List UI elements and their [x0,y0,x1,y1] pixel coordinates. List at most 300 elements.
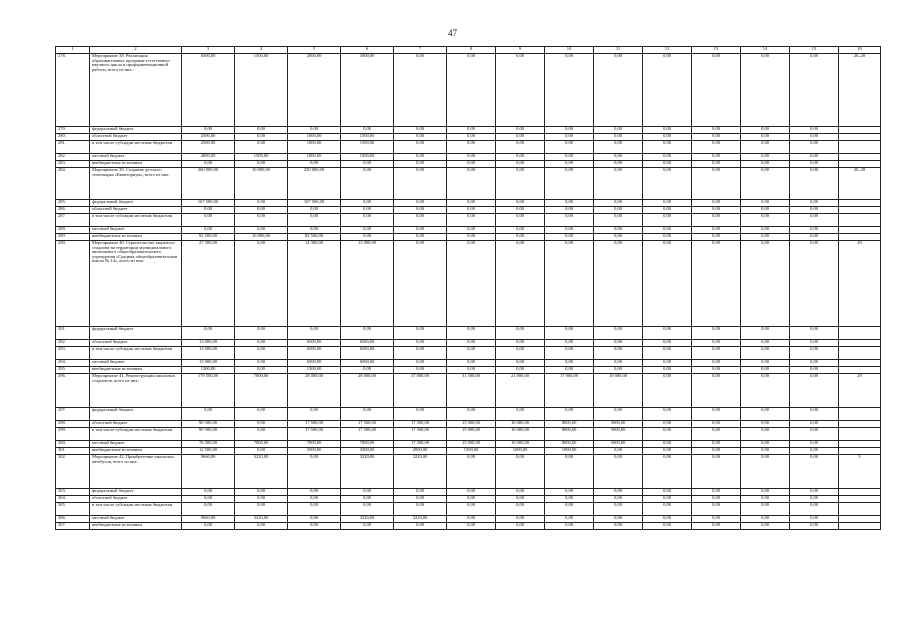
value-cell: 0,00 [790,408,839,421]
value-cell: 0,00 [741,161,790,168]
value-cell: 0,00 [790,161,839,168]
value-cell: 0,00 [643,327,692,340]
value-cell: 0,00 [496,360,545,367]
table-row [56,161,881,168]
value-cell: 0,00 [741,347,790,360]
value-cell: 0,00 [643,421,692,428]
value-cell: 0,00 [341,367,394,374]
value-cell: 0,00 [594,241,643,327]
indicator-ref [839,340,881,347]
row-number: 290. [56,241,90,327]
value-cell: 0,00 [692,516,741,523]
value-cell: 15 000,00 [447,421,496,428]
value-cell: 0,00 [235,421,288,428]
value-cell: 6500,00 [341,360,394,367]
value-cell: 0,00 [447,503,496,516]
value-cell: 0,00 [643,168,692,200]
row-name: Мероприятие 38. Реализация образовательных программ естественно-научного цикла и профориентационной работы, всего из них: [90,54,182,127]
indicator-ref [839,489,881,496]
value-cell: 0,00 [545,200,594,207]
row-name: внебюджетные источники [90,234,182,241]
value-cell: 0,00 [496,227,545,234]
value-cell: 92 500,00 [182,234,235,241]
value-cell: 0,00 [447,127,496,134]
value-cell: 0,00 [790,134,839,141]
indicator-ref [839,516,881,523]
value-cell: 1500,00 [235,54,288,127]
value-cell: 0,00 [341,207,394,214]
value-cell: 0,00 [692,428,741,441]
indicator-ref [839,161,881,168]
value-cell: 0,00 [545,127,594,134]
row-name: Мероприятие 42. Приобретение школьных автобусов, всего из них: [90,455,182,489]
value-cell: 0,00 [790,441,839,448]
row-name: федеральный бюджет [90,327,182,340]
value-cell: 0,00 [692,234,741,241]
value-cell: 1500,00 [341,134,394,141]
value-cell: 0,00 [692,154,741,161]
value-cell: 1300,00 [182,367,235,374]
value-cell: 10 000,00 [496,441,545,448]
value-cell: 7000,00 [288,441,341,448]
value-cell: 3220,00 [341,455,394,489]
column-header: 6 [341,47,394,54]
value-cell: 0,00 [545,496,594,503]
value-cell: 0,00 [790,367,839,374]
value-cell: 0,00 [341,408,394,421]
row-number: 300. [56,441,90,448]
value-cell: 0,00 [692,241,741,327]
row-name: местный бюджет [90,360,182,367]
value-cell: 0,00 [496,516,545,523]
value-cell: 2000,00 [288,54,341,127]
row-number: 302. [56,455,90,489]
indicator-ref [839,200,881,207]
value-cell: 0,00 [790,168,839,200]
value-cell: 0,00 [288,503,341,516]
value-cell: 0,00 [790,428,839,441]
value-cell: 0,00 [496,127,545,134]
value-cell: 7000,00 [235,441,288,448]
value-cell: 0,00 [341,214,394,227]
value-cell: 0,00 [545,516,594,523]
value-cell: 0,00 [496,523,545,530]
value-cell: 0,00 [692,408,741,421]
value-cell: 1500,00 [341,141,394,154]
value-cell: 0,00 [692,441,741,448]
value-cell: 0,00 [341,503,394,516]
value-cell: 17 500,00 [394,441,447,448]
value-cell: 0,00 [182,227,235,234]
value-cell: 0,00 [447,207,496,214]
value-cell: 0,00 [394,489,447,496]
value-cell: 0,00 [235,127,288,134]
value-cell: 0,00 [496,503,545,516]
value-cell: 3220,00 [235,455,288,489]
value-cell: 0,00 [741,448,790,455]
value-cell: 260 000,00 [182,168,235,200]
value-cell: 0,00 [545,54,594,127]
value-cell: 0,00 [790,503,839,516]
value-cell: 0,00 [288,327,341,340]
value-cell: 0,00 [594,327,643,340]
value-cell: 0,00 [288,408,341,421]
value-cell: 0,00 [692,207,741,214]
column-header: 2 [90,47,182,54]
value-cell: 5000,00 [594,421,643,428]
value-cell: 0,00 [447,241,496,327]
value-cell: 0,00 [545,408,594,421]
value-cell: 3220,00 [341,516,394,523]
value-cell: 0,00 [741,141,790,154]
value-cell: 0,00 [447,141,496,154]
indicator-ref [839,408,881,421]
value-cell: 0,00 [182,496,235,503]
value-cell: 0,00 [790,455,839,489]
value-cell: 0,00 [741,200,790,207]
value-cell: 0,00 [341,489,394,496]
value-cell: 0,00 [447,367,496,374]
value-cell: 0,00 [692,134,741,141]
table-row [56,234,881,241]
row-name: Мероприятие 41. Реконструкция школьных стадионов, всего из них: [90,374,182,408]
value-cell: 4000,00 [182,154,235,161]
value-cell: 0,00 [447,496,496,503]
indicator-ref [839,327,881,340]
value-cell: 0,00 [545,234,594,241]
value-cell: 0,00 [643,154,692,161]
value-cell: 0,00 [643,374,692,408]
value-cell: 0,00 [790,154,839,161]
value-cell: 15 000,00 [447,428,496,441]
row-number: 305. [56,503,90,516]
value-cell: 0,00 [447,360,496,367]
value-cell: 0,00 [545,214,594,227]
value-cell: 0,00 [447,134,496,141]
indicator-ref [839,421,881,428]
value-cell: 167 500,00 [288,200,341,207]
table-row [56,127,881,134]
value-cell: 0,00 [341,234,394,241]
value-cell: 0,00 [594,347,643,360]
indicator-ref [839,214,881,227]
value-cell: 1000,00 [496,448,545,455]
table-row [56,516,881,523]
value-cell: 0,00 [594,200,643,207]
value-cell: 0,00 [182,127,235,134]
value-cell: 2500,00 [182,141,235,154]
indicator-ref [839,234,881,241]
value-cell: 10 000,00 [235,168,288,200]
table-row [56,503,881,516]
value-cell: 0,00 [545,455,594,489]
value-cell: 0,00 [394,523,447,530]
value-cell: 0,00 [394,168,447,200]
value-cell: 0,00 [741,127,790,134]
value-cell: 76 500,00 [182,441,235,448]
value-cell: 5000,00 [594,428,643,441]
value-cell: 0,00 [594,496,643,503]
value-cell: 14 300,00 [288,241,341,327]
table-row [56,207,881,214]
row-name: областной бюджет [90,340,182,347]
value-cell: 0,00 [790,523,839,530]
value-cell: 0,00 [790,489,839,496]
value-cell: 0,00 [341,327,394,340]
value-cell: 0,00 [394,234,447,241]
column-header: 10 [545,47,594,54]
value-cell: 0,00 [643,428,692,441]
value-cell: 3220,00 [394,455,447,489]
value-cell: 0,00 [741,489,790,496]
table-row [56,154,881,161]
value-cell: 0,00 [394,367,447,374]
value-cell: 13 000,00 [182,347,235,360]
value-cell: 0,00 [545,207,594,214]
value-cell: 6500,00 [341,340,394,347]
value-cell: 0,00 [496,161,545,168]
row-number: 307. [56,523,90,530]
value-cell: 0,00 [741,168,790,200]
value-cell: 0,00 [235,241,288,327]
value-cell: 1000,00 [545,448,594,455]
value-cell: 0,00 [182,207,235,214]
value-cell: 0,00 [447,347,496,360]
value-cell: 0,00 [182,327,235,340]
value-cell: 0,00 [394,200,447,207]
indicator-ref [839,347,881,360]
row-number: 295. [56,367,90,374]
value-cell: 250 000,00 [288,168,341,200]
value-cell: 0,00 [594,214,643,227]
value-cell: 0,00 [692,168,741,200]
value-cell: 0,00 [790,448,839,455]
row-number: 286. [56,207,90,214]
value-cell: 0,00 [692,161,741,168]
value-cell: 0,00 [741,340,790,347]
value-cell: 0,00 [643,496,692,503]
table-row [56,168,881,200]
value-cell: 0,00 [447,200,496,207]
row-number: 304. [56,496,90,503]
value-cell: 0,00 [288,455,341,489]
value-cell: 0,00 [643,134,692,141]
value-cell: 0,00 [741,455,790,489]
value-cell: 0,00 [496,141,545,154]
value-cell: 0,00 [235,523,288,530]
table-row [56,421,881,428]
value-cell: 0,00 [341,227,394,234]
value-cell: 0,00 [790,340,839,347]
value-cell: 5000,00 [594,441,643,448]
row-number: 281. [56,141,90,154]
value-cell: 0,00 [341,127,394,134]
value-cell: 0,00 [741,496,790,503]
value-cell: 0,00 [496,214,545,227]
value-cell: 0,00 [643,200,692,207]
row-number: 278. [56,54,90,127]
value-cell: 0,00 [692,523,741,530]
value-cell: 0,00 [394,327,447,340]
value-cell: 0,00 [643,127,692,134]
indicator-ref [839,428,881,441]
column-header: 9 [496,47,545,54]
value-cell: 6500,00 [288,360,341,367]
value-cell: 0,00 [394,496,447,503]
page-number: 47 [448,28,457,38]
value-cell: 0,00 [394,134,447,141]
row-name: местный бюджет [90,154,182,161]
value-cell: 0,00 [545,134,594,141]
indicator-ref [839,496,881,503]
value-cell: 31 500,00 [447,374,496,408]
value-cell: 0,00 [594,455,643,489]
value-cell: 0,00 [790,234,839,241]
indicator-ref [839,134,881,141]
budget-table [55,46,881,530]
value-cell: 0,00 [643,241,692,327]
column-header: 8 [447,47,496,54]
value-cell: 0,00 [790,141,839,154]
value-cell: 0,00 [594,127,643,134]
table-row [56,448,881,455]
row-number: 287. [56,214,90,227]
value-cell: 0,00 [790,207,839,214]
value-cell: 0,00 [594,234,643,241]
value-cell: 0,00 [741,241,790,327]
row-name: внебюджетные источники [90,448,182,455]
value-cell: 0,00 [594,523,643,530]
indicator-ref [839,207,881,214]
table-row [56,408,881,421]
row-name: Мероприятие 40. Строительство закрытого стадиона на территории муниципального автономного общеобразовательного учреждения «Средняя общеобразовательная школа № 14», всего из них: [90,241,182,327]
value-cell: 1000,00 [288,134,341,141]
value-cell: 0,00 [288,523,341,530]
table-row [56,428,881,441]
value-cell: 0,00 [447,54,496,127]
value-cell: 0,00 [447,455,496,489]
value-cell: 0,00 [496,408,545,421]
value-cell: 0,00 [692,340,741,347]
value-cell: 0,00 [496,489,545,496]
value-cell: 0,00 [692,367,741,374]
value-cell: 1000,00 [288,141,341,154]
value-cell: 0,00 [288,516,341,523]
value-cell: 0,00 [235,327,288,340]
indicator-ref: 29 [839,241,881,327]
value-cell: 6500,00 [341,347,394,360]
value-cell: 0,00 [741,234,790,241]
value-cell: 0,00 [447,516,496,523]
value-cell: 0,00 [288,207,341,214]
value-cell: 0,00 [741,503,790,516]
row-name: областной бюджет [90,207,182,214]
value-cell: 0,00 [643,347,692,360]
column-header: 7 [394,47,447,54]
value-cell: 0,00 [692,214,741,227]
value-cell: 0,00 [182,408,235,421]
value-cell: 0,00 [790,496,839,503]
table-row [56,489,881,496]
value-cell: 0,00 [741,134,790,141]
row-number: 296. [56,374,90,408]
column-header: 16 [839,47,881,54]
row-number: 279. [56,127,90,134]
value-cell: 17 500,00 [341,428,394,441]
value-cell: 0,00 [790,127,839,134]
value-cell: 167 500,00 [182,200,235,207]
value-cell: 0,00 [496,154,545,161]
value-cell: 0,00 [790,516,839,523]
value-cell: 0,00 [235,489,288,496]
value-cell: 0,00 [235,448,288,455]
value-cell: 0,00 [447,327,496,340]
value-cell: 0,00 [790,214,839,227]
value-cell: 0,00 [182,523,235,530]
row-name: в том числе субсидии местным бюджетам [90,141,182,154]
column-header: 13 [692,47,741,54]
table-row [56,374,881,408]
value-cell: 0,00 [341,161,394,168]
indicator-ref [839,141,881,154]
value-cell: 0,00 [692,347,741,360]
value-cell: 0,00 [394,347,447,360]
value-cell: 0,00 [496,241,545,327]
row-number: 291. [56,327,90,340]
value-cell: 0,00 [447,168,496,200]
row-number: 303. [56,489,90,496]
value-cell: 0,00 [496,134,545,141]
value-cell: 0,00 [394,340,447,347]
row-name: местный бюджет [90,441,182,448]
value-cell: 0,00 [692,455,741,489]
value-cell: 0,00 [235,214,288,227]
value-cell: 0,00 [235,347,288,360]
value-cell: 0,00 [643,234,692,241]
value-cell: 0,00 [545,227,594,234]
value-cell: 1000,00 [288,154,341,161]
value-cell: 8000,00 [545,428,594,441]
value-cell: 0,00 [594,168,643,200]
value-cell: 0,00 [447,489,496,496]
value-cell: 0,00 [594,360,643,367]
value-cell: 82 500,00 [288,234,341,241]
value-cell: 0,00 [394,503,447,516]
value-cell: 0,00 [545,489,594,496]
value-cell: 3220,00 [235,516,288,523]
value-cell: 7000,00 [235,374,288,408]
value-cell: 0,00 [741,441,790,448]
value-cell: 0,00 [594,448,643,455]
value-cell: 0,00 [692,327,741,340]
value-cell: 0,00 [741,214,790,227]
value-cell: 0,00 [594,340,643,347]
row-number: 283. [56,161,90,168]
value-cell: 3220,00 [394,516,447,523]
value-cell: 0,00 [594,141,643,154]
indicator-ref [839,127,881,134]
indicator-ref: 9 [839,455,881,489]
value-cell: 0,00 [790,241,839,327]
value-cell: 0,00 [545,503,594,516]
value-cell: 0,00 [643,54,692,127]
table-row [56,367,881,374]
indicator-ref [839,523,881,530]
value-cell: 0,00 [692,360,741,367]
value-cell: 13 000,00 [182,340,235,347]
row-name: в том числе субсидии местным бюджетам [90,503,182,516]
row-number: 282. [56,154,90,161]
